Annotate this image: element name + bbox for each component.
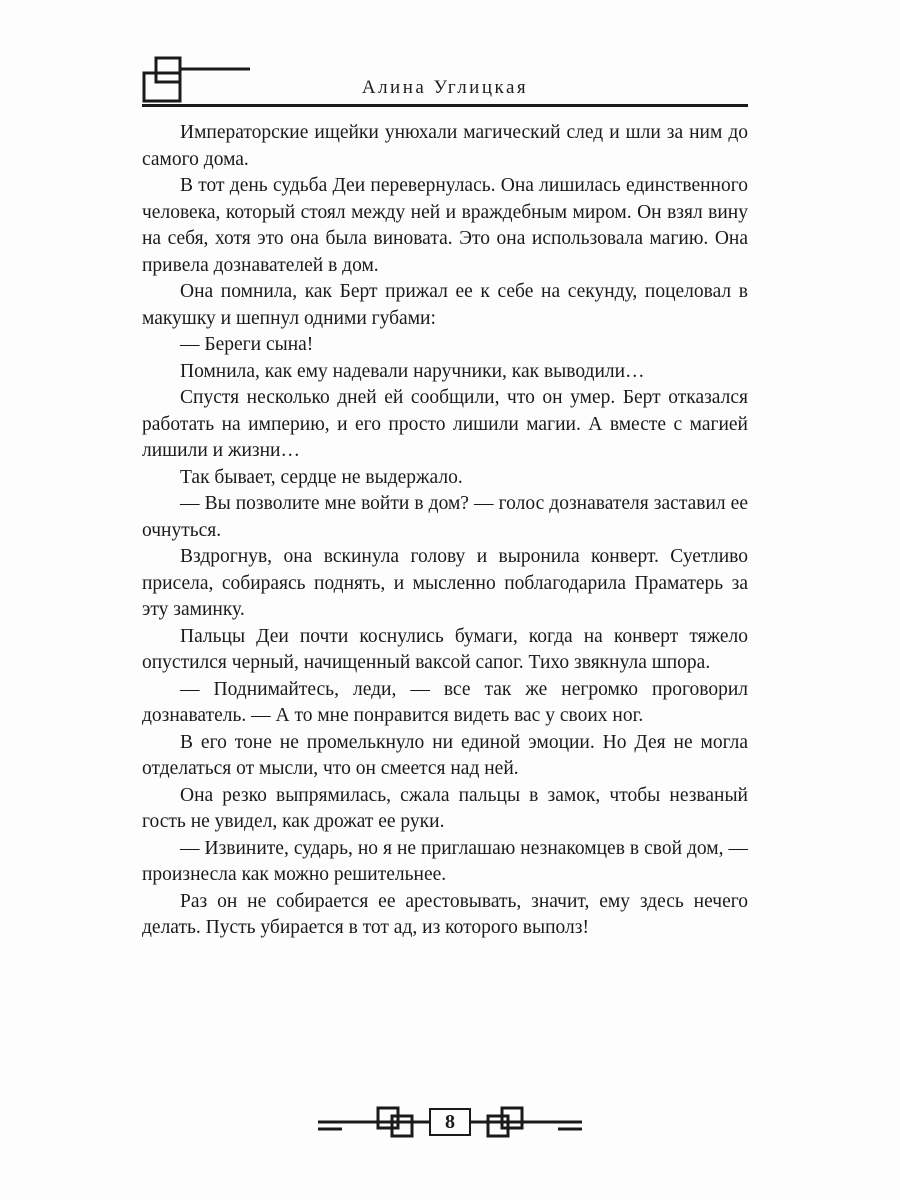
paragraph: Раз он не собирается ее арестовывать, значит, ему здесь нечего делать. Пусть убирается в тот ад, из которого выполз! xyxy=(142,890,748,938)
paragraph: — Поднимайтесь, леди, — все так же негромко проговорил дознаватель. — А то мне понравится видеть вас у своих ног. xyxy=(142,678,748,726)
paragraph: — Береги сына! xyxy=(180,334,314,355)
paragraph: — Извините, сударь, но я не приглашаю незнакомцев в свой дом, — произнесла как можно решительнее. xyxy=(142,837,748,885)
paragraph: Она резко выпрямилась, сжала пальцы в замок, чтобы незваный гость не увидел, как дрожат ее руки. xyxy=(142,784,748,832)
footer-ornament-right-icon xyxy=(470,1102,582,1142)
paragraph: Спустя несколько дней ей сообщили, что он умер. Берт отказался работать на империю, и его просто лишили магии. А вместе с магией лишили и жизни… xyxy=(142,387,748,461)
paragraph: В тот день судьба Деи перевернулась. Она лишилась единственного человека, который стоял между ней и враждебным миром. Он взял вину на себя, хотя это она была виновата. Это она использовала магию. Она привела дознавателей в дом. xyxy=(142,175,748,276)
page-number: 8 xyxy=(429,1108,471,1136)
author-name: Алина Углицкая xyxy=(361,77,529,98)
paragraph: Она помнила, как Берт прижал ее к себе на секунду, поцеловал в макушку и шепнул одними губами: xyxy=(142,281,748,329)
paragraph: Пальцы Деи почти коснулись бумаги, когда на конверт тяжело опустился черный, начищенный ваксой сапог. Тихо звякнула шпора. xyxy=(142,625,748,673)
footer-ornament-left-icon xyxy=(318,1102,430,1142)
header-rule xyxy=(142,104,748,107)
paragraph: В его тоне не промелькнуло ни единой эмоции. Но Дея не могла отделаться от мысли, что он смеется над ней. xyxy=(142,731,748,779)
page-header xyxy=(142,56,748,104)
paragraph: Вздрогнув, она вскинула голову и выронила конверт. Суетливо присела, собираясь поднять, и мысленно поблагодарила Праматерь за эту заминку. xyxy=(142,546,748,620)
paragraph: Так бывает, сердце не выдержало. xyxy=(180,466,463,488)
page-footer xyxy=(0,1102,900,1142)
paragraph: Помнила, как ему надевали наручники, как выводили… xyxy=(180,360,645,382)
paragraph: — Вы позволите мне войти в дом? — голос дознавателя заставил ее очнуться. xyxy=(142,493,748,541)
paragraph: Императорские ищейки унюхали магический след и шли за ним до самого дома. xyxy=(142,122,748,170)
page-body xyxy=(142,120,748,1094)
